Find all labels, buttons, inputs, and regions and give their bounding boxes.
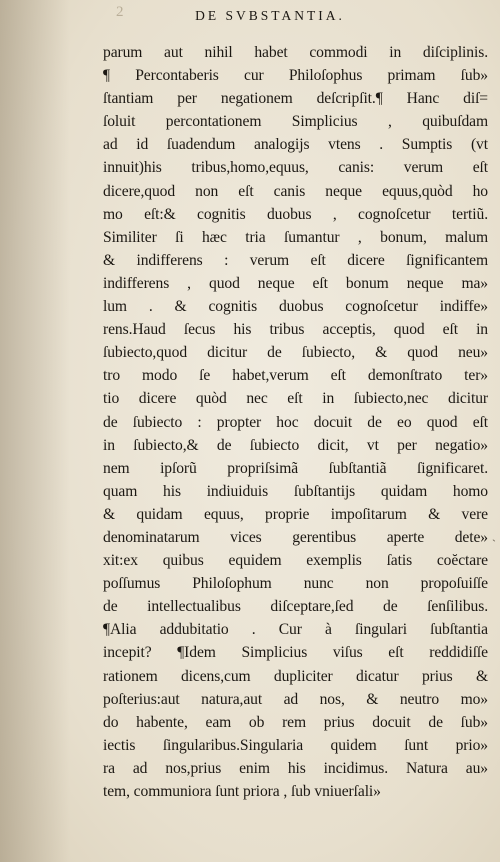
text-line: rationem dicens,cum dupliciter dicatur prius & [103, 667, 488, 685]
text-line: tro modo ſe habet,verum eſt demonſtrato ter» [103, 367, 488, 385]
text-line: lum . & cognitis duobus cognoſcetur indiffe» [103, 298, 488, 316]
text-line: denominatarum vices gerentibus aperte dete» [103, 528, 488, 546]
page-number: 2 [116, 4, 124, 20]
text-line: ¶ Percontaberis cur Philoſophus primam ſub» [103, 67, 488, 85]
text-line: poſterius:aut natura,aut ad nos, & neutro mo» [103, 690, 488, 708]
text-line: de intellectualibus diſceptare,ſed de ſenſilibus. [103, 598, 488, 616]
text-line: indifferens , quod neque eſt bonum neque ma» [103, 274, 488, 292]
text-line: dicere,quod non eſt canis neque equus,quòd ho [103, 182, 488, 200]
text-line: ſtantiam per negationem deſcripſit.¶ Hanc diſ= [103, 90, 488, 108]
text-line: ad id ſuadendum analogijs vtens . Sumptis (vt [103, 136, 488, 154]
text-line: ra ad nos,prius enim his incidimus. Natura au» [103, 759, 488, 777]
text-line: parum aut nihil habet commodi in diſciplinis. [103, 44, 488, 61]
text-line: tem, communiora ſunt priora , ſub vniuerſali» [103, 783, 381, 800]
running-head: DE SVBSTANTIA. [195, 8, 345, 23]
text-line: de ſubiecto : propter hoc docuit de eo quod eſt [103, 413, 488, 431]
text-line: do habente, eam ob rem prius docuit de ſub» [103, 713, 488, 731]
text-line: incepit? ¶Idem Simplicius viſus eſt reddidiſſe [103, 644, 488, 662]
text-line: innuit)his tribus,homo,equus, canis: verum eſt [103, 159, 488, 177]
text-line: mo eſt:& cognitis duobus , cognoſcetur tertiũ. [103, 205, 488, 223]
text-line: Similiter ſi hæc tria ſumantur , bonum, malum [103, 228, 488, 246]
text-line: nem ipſorũ propriſsimã ſubſtantiã ſignificaret. [103, 459, 488, 477]
text-line: xit:ex quibus equidem exemplis ſatis coĕctare [103, 552, 488, 570]
text-line: iectis ſingularibus.Singularia quidem ſunt prio» [103, 736, 488, 754]
margin-mark: ˎ [492, 528, 496, 542]
gutter-shadow [0, 0, 70, 862]
text-line: rens.Haud ſecus his tribus acceptis, quod eſt in [103, 321, 488, 339]
text-line: poſſumus Philoſophum nunc non propoſuiſſe [103, 575, 488, 593]
text-line: & indifferens : verum eſt dicere ſignificantem [103, 251, 488, 269]
text-line: tio dicere quòd nec eſt in ſubiecto,nec dicitur [103, 390, 488, 408]
text-line: ſoluit percontationem Simplicius , quibuſdam [103, 113, 488, 131]
text-line: quam his indiuiduis ſubſtantijs quidam homo [103, 482, 488, 500]
text-line: in ſubiecto,& de ſubiecto dicit, vt per negatio» [103, 436, 488, 454]
body-text [103, 41, 488, 803]
text-line: ſubiecto,quod dicitur de ſubiecto, & quod neu» [103, 344, 488, 362]
text-line: & quidam equus, proprie impoſitarum & vere [103, 505, 488, 523]
text-line: ¶Alia addubitatio . Cur à ſingulari ſubſtantia [103, 621, 488, 639]
